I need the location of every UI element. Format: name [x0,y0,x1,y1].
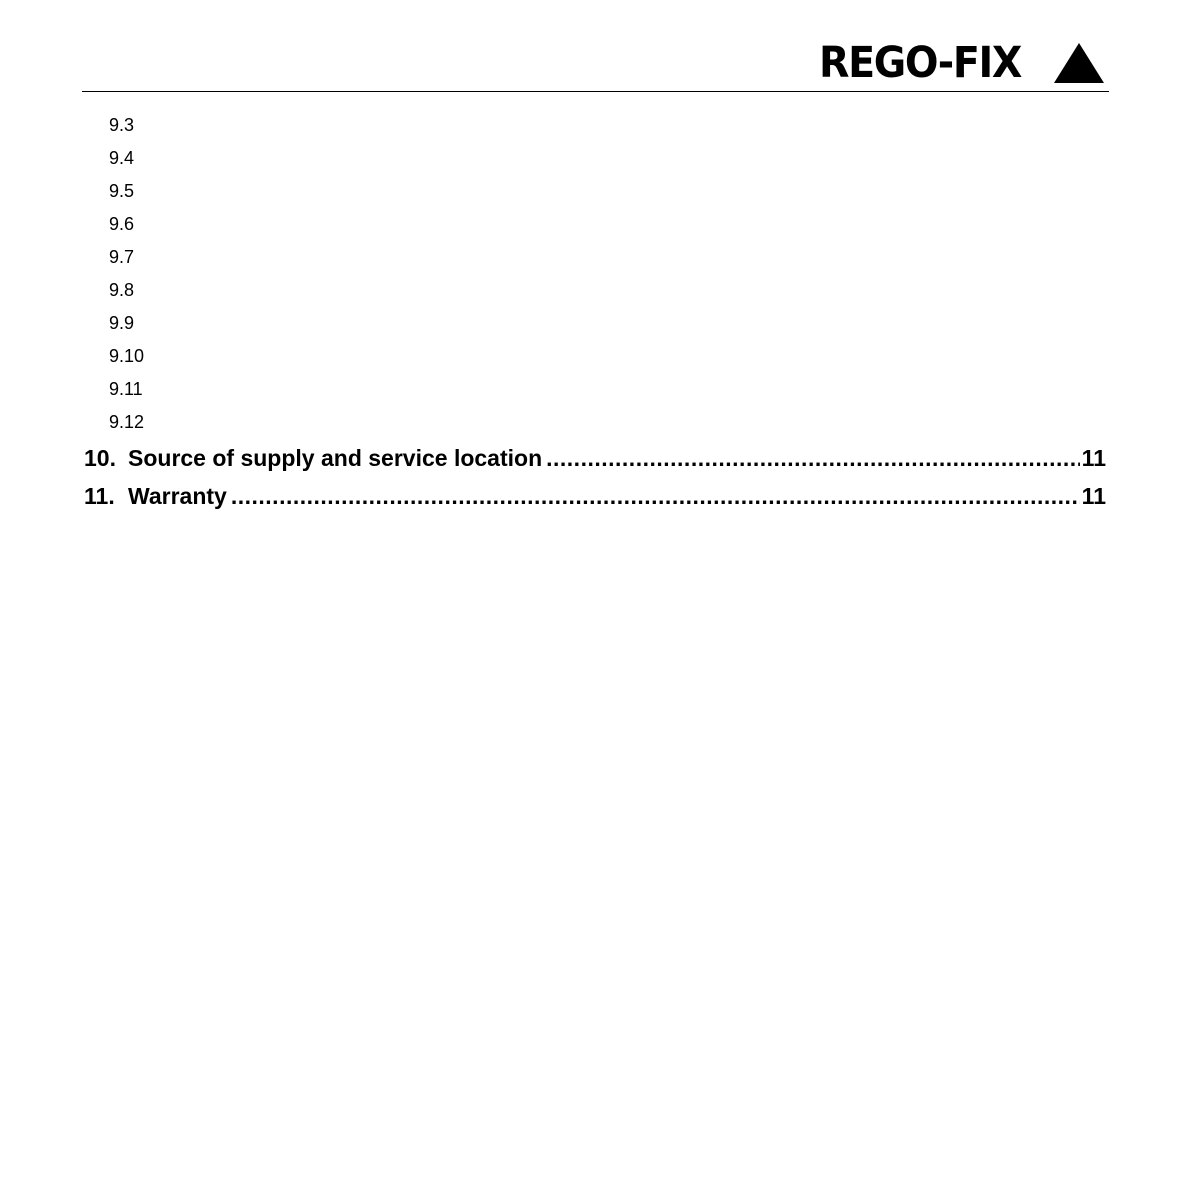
toc-entry-page: 11 [1081,483,1106,509]
toc-entry-page: 11 [1081,445,1106,471]
toc-sub-entry[interactable]: 9.5 [109,181,135,201]
toc-sub-entry[interactable]: 9.8 [109,280,135,300]
toc-dot-leader [231,482,1080,510]
logo-text: REGO-FIX [819,38,1021,88]
toc-sub-entry[interactable]: 9.7 [109,247,135,267]
toc-sub-entry[interactable]: 9.11 [109,379,143,399]
page-header [0,0,1192,96]
triangle-logo-icon [1054,43,1104,83]
toc-dot-leader [546,444,1080,472]
toc-entry-source-of-supply[interactable] [84,444,1106,472]
toc-entry-number: 10. [84,445,116,471]
toc-entry-title: Source of supply and service location [128,445,543,471]
toc-sub-entry[interactable]: 9.10 [109,346,145,366]
header-divider [82,91,1109,92]
toc-sub-entry[interactable]: 9.12 [109,412,145,432]
toc-sub-entry[interactable]: 9.9 [109,313,135,333]
toc-entry-number: 11. [84,483,115,509]
toc-sub-entry[interactable]: 9.3 [109,115,135,135]
rego-fix-logo [819,40,1039,86]
toc-sub-entry[interactable]: 9.4 [109,148,135,168]
toc-entry-title: Warranty [128,483,227,509]
toc-entry-warranty[interactable] [84,482,1106,510]
toc-sub-entry[interactable]: 9.6 [109,214,135,234]
